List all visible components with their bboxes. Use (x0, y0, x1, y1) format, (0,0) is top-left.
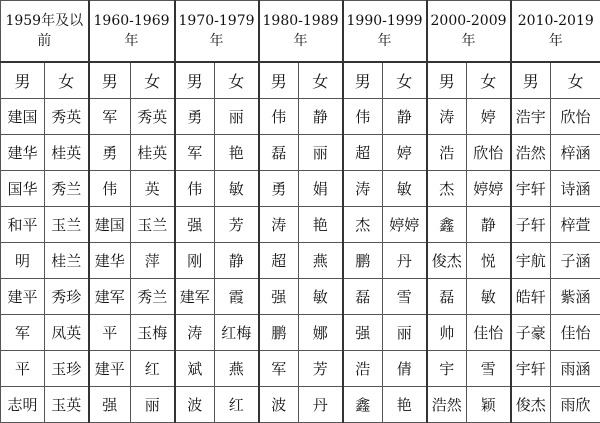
female-name-cell: 秀兰 (131, 279, 175, 315)
female-name-cell: 艳 (215, 135, 259, 171)
male-name-cell: 平 (1, 351, 45, 387)
female-name-cell: 秀英 (131, 99, 175, 135)
male-name-cell: 鑫 (427, 207, 467, 243)
decade-label: 2000-2009 (428, 11, 510, 31)
male-name-cell: 鑫 (343, 387, 383, 423)
male-name-cell: 涛 (343, 171, 383, 207)
male-name-cell: 勇 (259, 171, 299, 207)
female-name-cell: 桂兰 (45, 243, 89, 279)
male-name-cell: 杰 (427, 171, 467, 207)
male-name-cell: 波 (259, 387, 299, 423)
female-name-cell: 秀英 (45, 99, 89, 135)
female-name-cell: 丹 (383, 243, 427, 279)
female-name-cell: 婷 (383, 135, 427, 171)
male-name-cell: 鹏 (343, 243, 383, 279)
decade-header-6 (511, 1, 600, 63)
female-name-cell: 静 (383, 99, 427, 135)
table-row (1, 243, 600, 279)
female-name-cell: 丽 (299, 135, 343, 171)
male-name-cell: 鹏 (259, 315, 299, 351)
male-name-cell: 和平 (1, 207, 45, 243)
female-name-cell: 桂英 (45, 135, 89, 171)
male-name-cell: 宇 (427, 351, 467, 387)
male-name-cell: 涛 (259, 207, 299, 243)
male-name-cell: 明 (1, 243, 45, 279)
male-name-cell: 浩 (427, 135, 467, 171)
male-name-cell: 磊 (343, 279, 383, 315)
female-name-cell: 燕 (215, 351, 259, 387)
female-name-cell: 丽 (215, 99, 259, 135)
decade-label: 1959年及以 (1, 11, 88, 31)
decade-label-suffix: 年 (344, 31, 426, 51)
male-name-cell: 强 (343, 315, 383, 351)
table-row (1, 387, 600, 423)
female-name-cell: 桂英 (131, 135, 175, 171)
female-name-cell: 丹 (299, 387, 343, 423)
male-name-cell: 伟 (343, 99, 383, 135)
female-name-cell: 颖 (467, 387, 511, 423)
male-name-cell: 志明 (1, 387, 45, 423)
female-name-cell: 霞 (215, 279, 259, 315)
male-name-cell: 涛 (175, 315, 215, 351)
female-name-cell: 悦 (467, 243, 511, 279)
female-name-cell: 红梅 (215, 315, 259, 351)
female-name-cell: 子涵 (551, 243, 600, 279)
male-name-cell: 杰 (343, 207, 383, 243)
female-name-cell: 雨涵 (551, 351, 600, 387)
female-name-cell: 玉兰 (131, 207, 175, 243)
female-name-cell: 静 (467, 207, 511, 243)
female-name-cell: 玉梅 (131, 315, 175, 351)
female-name-cell: 玉英 (45, 387, 89, 423)
female-name-cell: 欣怡 (467, 135, 511, 171)
table-row (1, 135, 600, 171)
male-name-cell: 浩然 (427, 387, 467, 423)
decade-label-suffix: 年 (90, 31, 174, 51)
decade-label: 1970-1979 (176, 11, 258, 31)
female-name-cell: 敏 (299, 279, 343, 315)
female-name-cell: 芳 (215, 207, 259, 243)
male-name-cell: 建军 (175, 279, 215, 315)
gender-header-row (1, 62, 600, 99)
decade-label: 2010-2019 (512, 11, 600, 31)
female-name-cell: 佳怡 (551, 315, 600, 351)
decade-label: 1980-1989 (260, 11, 342, 31)
female-name-cell: 敏 (383, 171, 427, 207)
female-name-cell: 静 (299, 99, 343, 135)
male-name-cell: 勇 (175, 99, 215, 135)
male-header: 男 (511, 62, 551, 99)
male-name-cell: 磊 (259, 135, 299, 171)
female-header: 女 (45, 62, 89, 99)
male-name-cell: 超 (259, 243, 299, 279)
decade-header-4 (343, 1, 427, 63)
female-name-cell: 燕 (299, 243, 343, 279)
male-name-cell: 强 (89, 387, 131, 423)
male-name-cell: 子轩 (511, 207, 551, 243)
male-name-cell: 宇轩 (511, 351, 551, 387)
decade-header-1 (89, 1, 175, 63)
female-name-cell: 萍 (131, 243, 175, 279)
female-name-cell: 芳 (299, 351, 343, 387)
female-name-cell: 雪 (467, 351, 511, 387)
female-header: 女 (215, 62, 259, 99)
male-name-cell: 宇航 (511, 243, 551, 279)
female-name-cell: 凤英 (45, 315, 89, 351)
male-name-cell: 浩宇 (511, 99, 551, 135)
decade-header-3 (259, 1, 343, 63)
female-name-cell: 倩 (383, 351, 427, 387)
male-name-cell: 俊杰 (427, 243, 467, 279)
female-name-cell: 娟 (299, 171, 343, 207)
table-row (1, 315, 600, 351)
male-header: 男 (89, 62, 131, 99)
female-name-cell: 敏 (467, 279, 511, 315)
male-header: 男 (427, 62, 467, 99)
male-name-cell: 国华 (1, 171, 45, 207)
female-name-cell: 紫涵 (551, 279, 600, 315)
decade-label: 1960-1969 (90, 11, 174, 31)
male-name-cell: 建平 (89, 351, 131, 387)
male-name-cell: 建国 (89, 207, 131, 243)
female-header: 女 (551, 62, 600, 99)
decade-label-suffix: 年 (428, 31, 510, 51)
male-name-cell: 超 (343, 135, 383, 171)
male-name-cell: 伟 (89, 171, 131, 207)
table-row (1, 99, 600, 135)
male-name-cell: 伟 (175, 171, 215, 207)
male-name-cell: 帅 (427, 315, 467, 351)
decade-header-5 (427, 1, 511, 63)
female-name-cell: 婷 (467, 99, 511, 135)
male-name-cell: 军 (175, 135, 215, 171)
male-name-cell: 军 (259, 351, 299, 387)
female-name-cell: 雨欣 (551, 387, 600, 423)
female-name-cell: 诗涵 (551, 171, 600, 207)
female-name-cell: 秀珍 (45, 279, 89, 315)
decade-header-0 (1, 1, 89, 63)
male-header: 男 (343, 62, 383, 99)
female-name-cell: 秀兰 (45, 171, 89, 207)
female-name-cell: 艳 (383, 387, 427, 423)
female-header: 女 (299, 62, 343, 99)
decade-label-suffix: 前 (1, 31, 88, 51)
female-header: 女 (467, 62, 511, 99)
male-name-cell: 浩然 (511, 135, 551, 171)
female-name-cell: 敏 (215, 171, 259, 207)
male-name-cell: 强 (259, 279, 299, 315)
male-name-cell: 刚 (175, 243, 215, 279)
table-row (1, 351, 600, 387)
male-name-cell: 建国 (1, 99, 45, 135)
female-name-cell: 娜 (299, 315, 343, 351)
decade-label-suffix: 年 (512, 31, 600, 51)
table-row (1, 171, 600, 207)
male-name-cell: 斌 (175, 351, 215, 387)
male-name-cell: 俊杰 (511, 387, 551, 423)
decade-header-2 (175, 1, 259, 63)
male-name-cell: 军 (1, 315, 45, 351)
male-name-cell: 建华 (89, 243, 131, 279)
female-name-cell: 静 (215, 243, 259, 279)
male-name-cell: 伟 (259, 99, 299, 135)
male-name-cell: 涛 (427, 99, 467, 135)
female-name-cell: 佳怡 (467, 315, 511, 351)
decade-header-row (1, 1, 600, 63)
decade-label-suffix: 年 (260, 31, 342, 51)
male-name-cell: 平 (89, 315, 131, 351)
female-name-cell: 艳 (299, 207, 343, 243)
female-name-cell: 雪 (383, 279, 427, 315)
male-name-cell: 勇 (89, 135, 131, 171)
female-name-cell: 婷婷 (383, 207, 427, 243)
female-name-cell: 婷婷 (467, 171, 511, 207)
male-name-cell: 强 (175, 207, 215, 243)
male-name-cell: 皓轩 (511, 279, 551, 315)
decade-label-suffix: 年 (176, 31, 258, 51)
female-name-cell: 欣怡 (551, 99, 600, 135)
table-row (1, 207, 600, 243)
male-header: 男 (1, 62, 45, 99)
female-name-cell: 红 (131, 351, 175, 387)
female-name-cell: 梓萱 (551, 207, 600, 243)
male-header: 男 (259, 62, 299, 99)
male-name-cell: 浩 (343, 351, 383, 387)
female-header: 女 (131, 62, 175, 99)
female-name-cell: 丽 (131, 387, 175, 423)
male-name-cell: 建华 (1, 135, 45, 171)
male-name-cell: 军 (89, 99, 131, 135)
male-name-cell: 子豪 (511, 315, 551, 351)
male-name-cell: 建军 (89, 279, 131, 315)
female-name-cell: 梓涵 (551, 135, 600, 171)
male-name-cell: 宇轩 (511, 171, 551, 207)
male-header: 男 (175, 62, 215, 99)
male-name-cell: 波 (175, 387, 215, 423)
female-name-cell: 红 (215, 387, 259, 423)
female-header: 女 (383, 62, 427, 99)
table-row (1, 279, 600, 315)
male-name-cell: 磊 (427, 279, 467, 315)
female-name-cell: 丽 (383, 315, 427, 351)
decade-label: 1990-1999 (344, 11, 426, 31)
female-name-cell: 英 (131, 171, 175, 207)
female-name-cell: 玉珍 (45, 351, 89, 387)
female-name-cell: 玉兰 (45, 207, 89, 243)
male-name-cell: 建平 (1, 279, 45, 315)
